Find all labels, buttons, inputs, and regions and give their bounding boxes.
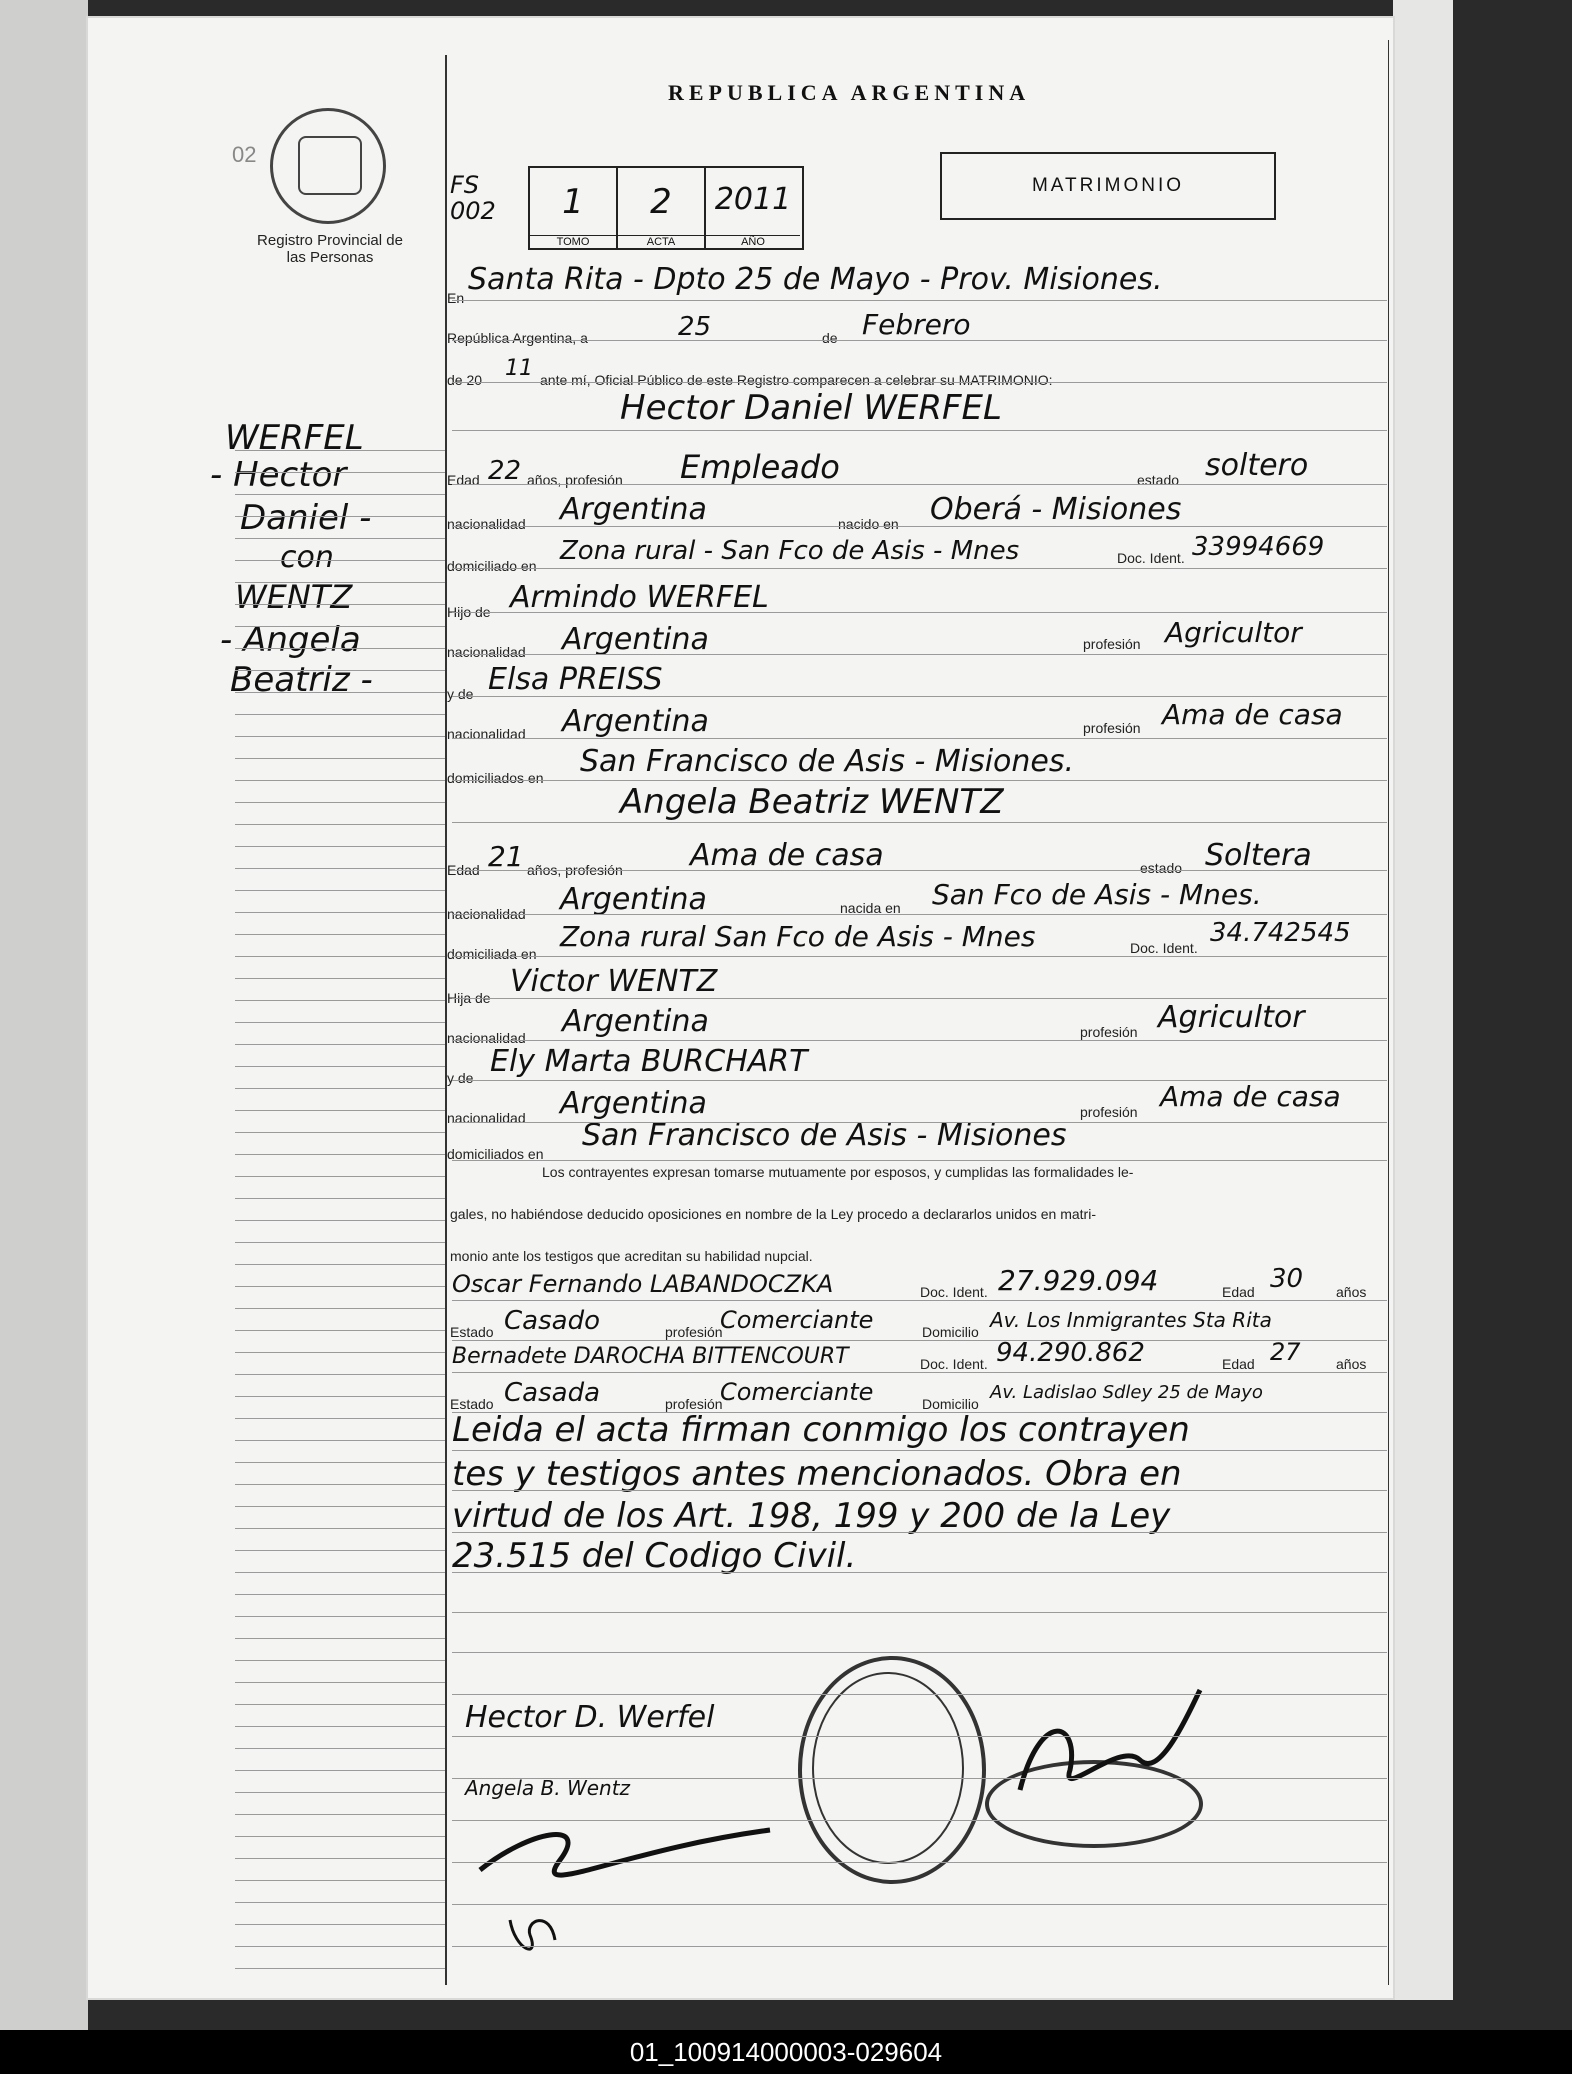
body-rule-line xyxy=(452,1862,1387,1863)
body-rule-line xyxy=(452,612,1387,613)
label: profesión xyxy=(1083,636,1141,652)
margin-rule-line xyxy=(235,472,445,473)
margin-rule-line xyxy=(235,1572,445,1573)
body-rule-line xyxy=(452,1532,1387,1533)
groom-mother: Elsa PREISS xyxy=(488,662,663,697)
witness-1-status: Casado xyxy=(504,1306,600,1336)
misiones-coat-of-arms-icon xyxy=(270,108,386,224)
label: Edad xyxy=(1222,1356,1255,1372)
margin-rule-line xyxy=(235,1902,445,1903)
label: profesión xyxy=(665,1324,723,1340)
body-rule-line xyxy=(452,526,1387,527)
year-value: 11 xyxy=(505,356,533,381)
official-signature-icon xyxy=(1000,1680,1220,1830)
margin-rule-line xyxy=(235,1506,445,1507)
label: profesión xyxy=(1080,1104,1138,1120)
bride-mother: Ely Marta BURCHART xyxy=(490,1044,808,1079)
label: profesión xyxy=(665,1396,723,1412)
margin-rule-line xyxy=(235,802,445,803)
folio-number: FS 002 xyxy=(450,171,496,225)
label: nacionalidad xyxy=(447,516,526,532)
republica-label: República Argentina, a xyxy=(447,330,588,346)
body-rule-line xyxy=(452,696,1387,697)
bride-nationality: Argentina xyxy=(560,882,707,917)
label: nacionalidad xyxy=(447,644,526,660)
label: domiciliada en xyxy=(447,946,537,962)
witness-2-profession: Comerciante xyxy=(720,1378,874,1406)
groom-parents-address: San Francisco de Asis - Misiones. xyxy=(580,744,1075,779)
margin-rule-line xyxy=(235,1352,445,1353)
bride-signature: Angela B. Wentz xyxy=(465,1776,631,1800)
acta-value: 2 xyxy=(650,182,672,222)
margin-rule-line xyxy=(235,1946,445,1947)
groom-birthplace: Oberá - Misiones xyxy=(930,492,1182,527)
margin-rule-line xyxy=(235,868,445,869)
witness-1-address: Av. Los Inmigrantes Sta Rita xyxy=(990,1308,1272,1332)
margin-rule-line xyxy=(235,978,445,979)
margin-rule-line xyxy=(235,890,445,891)
margin-rule-line xyxy=(235,1242,445,1243)
label: nacionalidad xyxy=(447,726,526,742)
margin-rule-line xyxy=(235,1330,445,1331)
label: Estado xyxy=(450,1324,494,1340)
witness-2-age: 27 xyxy=(1270,1338,1301,1366)
margin-rule-line xyxy=(235,1110,445,1111)
tomo-value: 1 xyxy=(562,182,584,222)
margin-rule-line xyxy=(235,1264,445,1265)
registry-name: Registro Provincial de las Personas xyxy=(257,232,403,266)
bride-father: Victor WENTZ xyxy=(510,964,718,999)
label: años xyxy=(1336,1284,1367,1300)
label: Doc. Ident. xyxy=(1117,550,1185,566)
bride-status: Soltera xyxy=(1205,838,1312,873)
registry-stamp-inner-icon xyxy=(812,1672,964,1864)
label: domiciliado en xyxy=(447,558,537,574)
label: Estado xyxy=(450,1396,494,1412)
margin-rule-line xyxy=(235,450,445,451)
label: años, profesión xyxy=(527,862,623,878)
margin-rule-line xyxy=(235,1968,445,1969)
witness-1-profession: Comerciante xyxy=(720,1306,874,1334)
body-rule-line xyxy=(452,1040,1387,1041)
day-value: 25 xyxy=(678,312,712,342)
label: Domicilio xyxy=(922,1396,979,1412)
label: Doc. Ident. xyxy=(1130,940,1198,956)
label: Domicilio xyxy=(922,1324,979,1340)
witness-2-address: Av. Ladislao Sdley 25 de Mayo xyxy=(990,1382,1263,1403)
groom-nationality: Argentina xyxy=(560,492,707,527)
witness-2-status: Casada xyxy=(504,1378,601,1408)
groom-mother-nationality: Argentina xyxy=(562,704,709,739)
witness-signatures-icon xyxy=(470,1790,790,1970)
label: nacida en xyxy=(840,900,901,916)
body-rule-line xyxy=(452,780,1387,781)
document-id-footer: 01_100914000003-029604 xyxy=(0,2030,1572,2074)
margin-rule-line xyxy=(235,648,445,649)
margin-rule-line xyxy=(235,1418,445,1419)
bride-father-nationality: Argentina xyxy=(562,1004,709,1039)
tomo-label: TOMO xyxy=(530,235,616,248)
margin-name-line: Daniel - xyxy=(240,498,372,538)
label: estado xyxy=(1140,860,1183,876)
margin-rule-line xyxy=(235,1836,445,1837)
margin-rule-line xyxy=(235,626,445,627)
label: años xyxy=(1336,1356,1367,1372)
bride-mother-nationality: Argentina xyxy=(560,1086,707,1121)
margin-rule-line xyxy=(235,1044,445,1045)
margin-rule-line xyxy=(235,1924,445,1925)
margin-rule-line xyxy=(235,780,445,781)
label: Hija de xyxy=(447,990,491,1006)
margin-rule-line xyxy=(235,736,445,737)
act-type-box: MATRIMONIO xyxy=(940,152,1276,220)
margin-rule-line xyxy=(235,1726,445,1727)
margin-rule-line xyxy=(235,1022,445,1023)
body-rule-line xyxy=(452,1652,1387,1653)
label: Hijo de xyxy=(447,604,491,620)
margin-rule-line xyxy=(235,758,445,759)
groom-age: 22 xyxy=(488,456,522,486)
comparecen-text: ante mí, Oficial Público de este Registro comparecen a celebrar su MATRIMONIO: xyxy=(540,372,1053,388)
groom-father-profession: Agricultor xyxy=(1165,616,1302,649)
acta-label: ACTA xyxy=(618,235,704,248)
margin-rule-line xyxy=(235,1198,445,1199)
bride-name: Angela Beatriz WENTZ xyxy=(620,782,1004,822)
margin-rule-line xyxy=(235,1176,445,1177)
margin-rule-line xyxy=(235,1550,445,1551)
margin-rule-line xyxy=(235,1814,445,1815)
margin-rule-line xyxy=(235,1748,445,1749)
margin-name-line: Beatriz - xyxy=(230,660,373,700)
label: y de xyxy=(447,1070,474,1086)
margin-rule-line xyxy=(235,1484,445,1485)
label: años, profesión xyxy=(527,472,623,488)
body-rule-line xyxy=(452,870,1387,871)
label: Edad xyxy=(1222,1284,1255,1300)
margin-rule-line xyxy=(235,1066,445,1067)
body-rule-line xyxy=(452,1490,1387,1491)
margin-rule-line xyxy=(235,494,445,495)
edge-number: 02 xyxy=(232,142,257,167)
groom-name: Hector Daniel WERFEL xyxy=(620,388,1002,428)
margin-rule-line xyxy=(235,912,445,913)
body-rule-line xyxy=(452,484,1387,485)
margin-rule-line xyxy=(235,1220,445,1221)
bride-profession: Ama de casa xyxy=(690,838,884,873)
label: Doc. Ident. xyxy=(920,1284,988,1300)
label: estado xyxy=(1137,472,1180,488)
witness-1-name: Oscar Fernando LABANDOCZKA xyxy=(452,1270,834,1298)
label: profesión xyxy=(1083,720,1141,736)
margin-rule-line xyxy=(235,692,445,693)
margin-name-line: - Hector xyxy=(210,455,347,495)
margin-rule-line xyxy=(235,560,445,561)
body-rule-line xyxy=(452,1122,1387,1123)
margin-rule-line xyxy=(235,516,445,517)
body-rule-line xyxy=(452,300,1387,301)
anio-value: 2011 xyxy=(714,182,792,217)
body-rule-line xyxy=(452,1160,1387,1161)
groom-mother-profession: Ama de casa xyxy=(1162,698,1343,731)
label: nacionalidad xyxy=(447,1030,526,1046)
body-rule-line xyxy=(452,1372,1387,1373)
groom-father-nationality: Argentina xyxy=(562,622,709,657)
margin-rule-line xyxy=(235,824,445,825)
body-rule-line xyxy=(452,1412,1387,1413)
margin-rule-line xyxy=(235,1396,445,1397)
margin-rule-line xyxy=(235,1000,445,1001)
margin-rule-line xyxy=(235,1528,445,1529)
closing-line: tes y testigos antes mencionados. Obra en xyxy=(452,1454,1182,1494)
declaration-line: Los contrayentes expresan tomarse mutuamente por esposos, y cumplidas las formalidades le- xyxy=(542,1164,1134,1180)
closing-line: virtud de los Art. 198, 199 y 200 de la Ley xyxy=(452,1496,1171,1536)
margin-rule-line xyxy=(235,1374,445,1375)
margin-rule-line xyxy=(235,1132,445,1133)
bride-doc: 34.742545 xyxy=(1210,918,1351,948)
de-label: de xyxy=(822,330,838,346)
groom-doc: 33994669 xyxy=(1192,532,1325,562)
bride-address: Zona rural San Fco de Asis - Mnes xyxy=(560,920,1036,953)
margin-rule-line xyxy=(235,1462,445,1463)
groom-signature: Hector D. Werfel xyxy=(465,1700,715,1735)
body-rule-line xyxy=(452,1946,1387,1947)
groom-profession: Empleado xyxy=(680,448,840,486)
body-rule-line xyxy=(452,738,1387,739)
margin-rule-line xyxy=(235,1616,445,1617)
margin-name-line: con xyxy=(280,540,334,575)
body-rule-line xyxy=(452,1736,1387,1737)
label: y de xyxy=(447,686,474,702)
book-spine-edge xyxy=(0,0,88,2030)
margin-rule-line xyxy=(235,538,445,539)
body-rule-line xyxy=(452,1572,1387,1573)
body-rule-line xyxy=(452,1612,1387,1613)
en-label: En xyxy=(447,290,465,306)
margin-rule-line xyxy=(235,1308,445,1309)
body-rule-line xyxy=(452,430,1387,431)
body-rule-line xyxy=(452,1340,1387,1341)
body-rule-line xyxy=(452,1300,1387,1301)
body-rule-line xyxy=(452,998,1387,999)
bride-father-profession: Agricultor xyxy=(1158,1000,1305,1035)
body-rule-line xyxy=(452,822,1387,823)
groom-address: Zona rural - San Fco de Asis - Mnes xyxy=(560,536,1020,566)
margin-rule-line xyxy=(235,1770,445,1771)
bride-age: 21 xyxy=(488,840,524,873)
body-rule-line xyxy=(452,1820,1387,1821)
label: Doc. Ident. xyxy=(920,1356,988,1372)
margin-rule-line xyxy=(235,1088,445,1089)
body-rule-line xyxy=(452,654,1387,655)
body-rule-line xyxy=(452,1694,1387,1695)
body-rule-line xyxy=(452,340,1387,341)
page-right-edge xyxy=(1393,0,1453,2000)
margin-rule-line xyxy=(235,604,445,605)
body-rule-line xyxy=(452,1904,1387,1905)
body-rule-line xyxy=(452,914,1387,915)
body-rule-line xyxy=(452,568,1387,569)
label: nacionalidad xyxy=(447,1110,526,1126)
margin-rule-line xyxy=(235,582,445,583)
margin-rule-line xyxy=(235,714,445,715)
margin-rule-line xyxy=(235,1682,445,1683)
margin-rule-line xyxy=(235,934,445,935)
body-rule-line xyxy=(452,382,1387,383)
margin-rule-line xyxy=(235,1792,445,1793)
register-numbers-box xyxy=(528,166,804,250)
body-rule-line xyxy=(452,1778,1387,1779)
margin-rule-line xyxy=(235,1660,445,1661)
margin-rule-line xyxy=(235,1880,445,1881)
margin-rule-line xyxy=(235,1594,445,1595)
label: Edad xyxy=(447,862,480,878)
witness-2-doc: 94.290.862 xyxy=(996,1338,1145,1368)
witness-2-name: Bernadete DAROCHA BITTENCOURT xyxy=(452,1344,849,1369)
declaration-line: monio ante los testigos que acreditan su habilidad nupcial. xyxy=(450,1248,813,1264)
closing-line: Leida el acta firman conmigo los contrayen xyxy=(452,1410,1190,1450)
bride-parents-address: San Francisco de Asis - Misiones xyxy=(582,1118,1067,1153)
place-value: Santa Rita - Dpto 25 de Mayo - Prov. Misiones. xyxy=(468,262,1163,297)
body-rule-line xyxy=(452,1080,1387,1081)
bride-birthplace: San Fco de Asis - Mnes. xyxy=(932,878,1262,911)
margin-rule-line xyxy=(235,956,445,957)
margin-rule-line xyxy=(235,1638,445,1639)
margin-rule-line xyxy=(235,1154,445,1155)
margin-name-line: WERFEL xyxy=(225,418,364,458)
margin-name-line: - Angela xyxy=(220,620,361,660)
witness-1-doc: 27.929.094 xyxy=(998,1264,1159,1297)
margin-rule-line xyxy=(235,1858,445,1859)
de20-label: de 20 xyxy=(447,372,483,388)
margin-rule-line xyxy=(235,670,445,671)
label: profesión xyxy=(1080,1024,1138,1040)
margin-rule-line xyxy=(235,1704,445,1705)
label: nacido en xyxy=(838,516,899,532)
label: Edad xyxy=(447,472,480,488)
closing-line: 23.515 del Codigo Civil. xyxy=(452,1536,857,1576)
country-title: REPUBLICA ARGENTINA xyxy=(668,80,1031,105)
margin-name-line: WENTZ xyxy=(235,578,353,616)
body-rule-line xyxy=(452,956,1387,957)
body-rule-line xyxy=(452,1450,1387,1451)
label: domiciliados en xyxy=(447,1146,544,1162)
groom-status: soltero xyxy=(1205,448,1309,483)
month-value: Febrero xyxy=(862,308,971,341)
witness-1-age: 30 xyxy=(1270,1264,1304,1294)
bride-mother-profession: Ama de casa xyxy=(1160,1080,1341,1113)
label: domiciliados en xyxy=(447,770,544,786)
groom-father: Armindo WERFEL xyxy=(510,580,769,615)
margin-rule-line xyxy=(235,1286,445,1287)
label: nacionalidad xyxy=(447,906,526,922)
margin-rule-line xyxy=(235,1440,445,1441)
declaration-line: gales, no habiéndose deducido oposiciones en nombre de la Ley procedo a declararlos unidos en matri- xyxy=(450,1206,1096,1222)
anio-label: AÑO xyxy=(706,235,800,248)
margin-rule-line xyxy=(235,846,445,847)
right-border-line xyxy=(1388,40,1389,1985)
